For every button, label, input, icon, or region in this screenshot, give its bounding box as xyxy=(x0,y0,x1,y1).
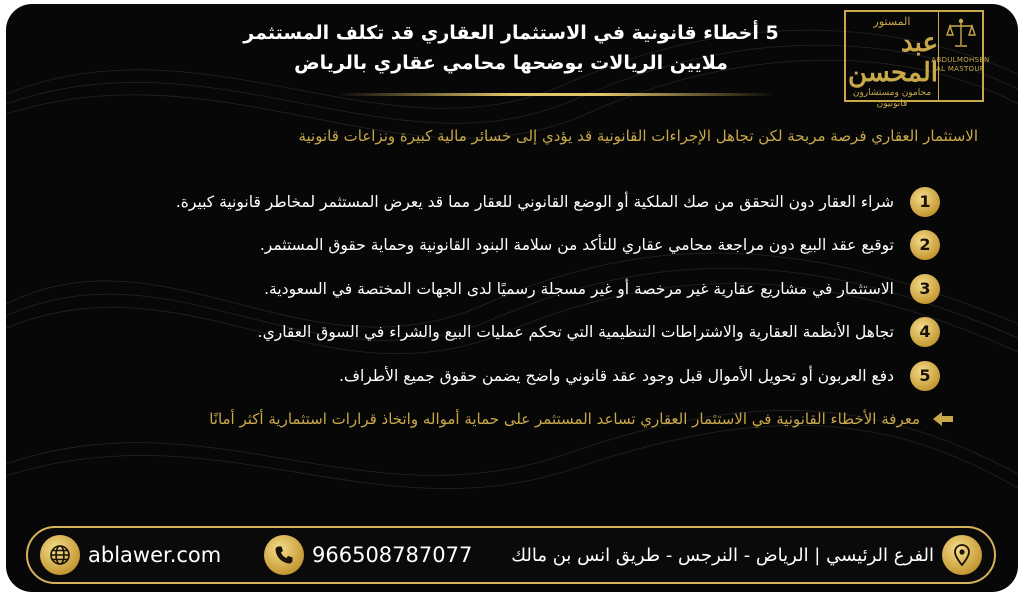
conclusion-line xyxy=(94,410,954,428)
scales-of-justice-icon xyxy=(946,18,976,50)
title-divider xyxy=(336,93,776,96)
item-number-badge: 2 xyxy=(910,230,940,260)
item-text: تجاهل الأنظمة العقارية والاشتراطات التنظيمية التي تحكم عمليات البيع والشراء في السوق العقاري. xyxy=(257,323,894,342)
website-text: ablawer.com xyxy=(88,543,222,567)
logo-name: عبد المحسن xyxy=(848,28,938,88)
address-link[interactable] xyxy=(503,528,982,582)
contact-footer xyxy=(26,526,996,584)
page-title xyxy=(226,18,796,78)
infographic-card xyxy=(6,4,1018,592)
intro-text: الاستثمار العقاري فرصة مربحة لكن تجاهل الإجراءات القانونية قد يؤدي إلى خسائر مالية كبيرة ونزاعات قانونية xyxy=(298,127,978,145)
item-number-badge: 5 xyxy=(910,361,940,391)
website-link[interactable] xyxy=(40,528,229,582)
logo-emblem xyxy=(931,12,990,100)
globe-icon xyxy=(40,535,80,575)
arrow-left-icon xyxy=(932,411,954,427)
conclusion-text: معرفة الأخطاء القانونية في الاستثمار العقاري تساعد المستثمر على حماية أمواله واتخاذ قرارات استثمارية أكثر أمانًا xyxy=(209,410,920,428)
list-item xyxy=(70,267,940,311)
phone-icon xyxy=(264,535,304,575)
location-pin-icon xyxy=(942,535,982,575)
address-text: الفرع الرئيسي | الرياض - النرجس - طريق انس بن مالك xyxy=(511,544,934,566)
item-number-badge: 3 xyxy=(910,274,940,304)
list-item xyxy=(70,180,940,224)
item-text: دفع العربون أو تحويل الأموال قبل وجود عقد قانوني واضح يضمن حقوق جميع الأطراف. xyxy=(338,366,894,385)
company-logo xyxy=(844,10,990,109)
list-item xyxy=(70,354,940,398)
list-item xyxy=(70,224,940,268)
item-text: توقيع عقد البيع دون مراجعة محامي عقاري للتأكد من سلامة البنود القانونية وحماية حقوق المستثمر. xyxy=(259,236,894,255)
title-line-1: 5 أخطاء قانونية في الاستثمار العقاري قد تكلف المستثمر xyxy=(243,22,779,44)
item-text: شراء العقار دون التحقق من صك الملكية أو الوضع القانوني للعقار مما قد يعرض المستثمر لمخاطر قانونية كبيرة. xyxy=(175,192,894,211)
phone-link[interactable] xyxy=(264,528,480,582)
title-line-2: ملايين الريالات يوضحها محامي عقاري بالرياض xyxy=(294,52,728,74)
logo-english-name: ABDULMOHSEN AL MASTOUR xyxy=(931,56,990,73)
list-item xyxy=(70,311,940,355)
item-number-badge: 4 xyxy=(910,317,940,347)
phone-text: 966508787077 xyxy=(312,543,473,567)
logo-subtitle: محامون ومستشارون قانونيون xyxy=(852,88,932,109)
item-text: الاستثمار في مشاريع عقارية غير مرخصة أو غير مسجلة رسميًا لدى الجهات المختصة في السعودية. xyxy=(264,279,894,298)
mistakes-list xyxy=(70,180,940,398)
logo-small-text: المستور xyxy=(873,15,911,28)
item-number-badge: 1 xyxy=(910,187,940,217)
